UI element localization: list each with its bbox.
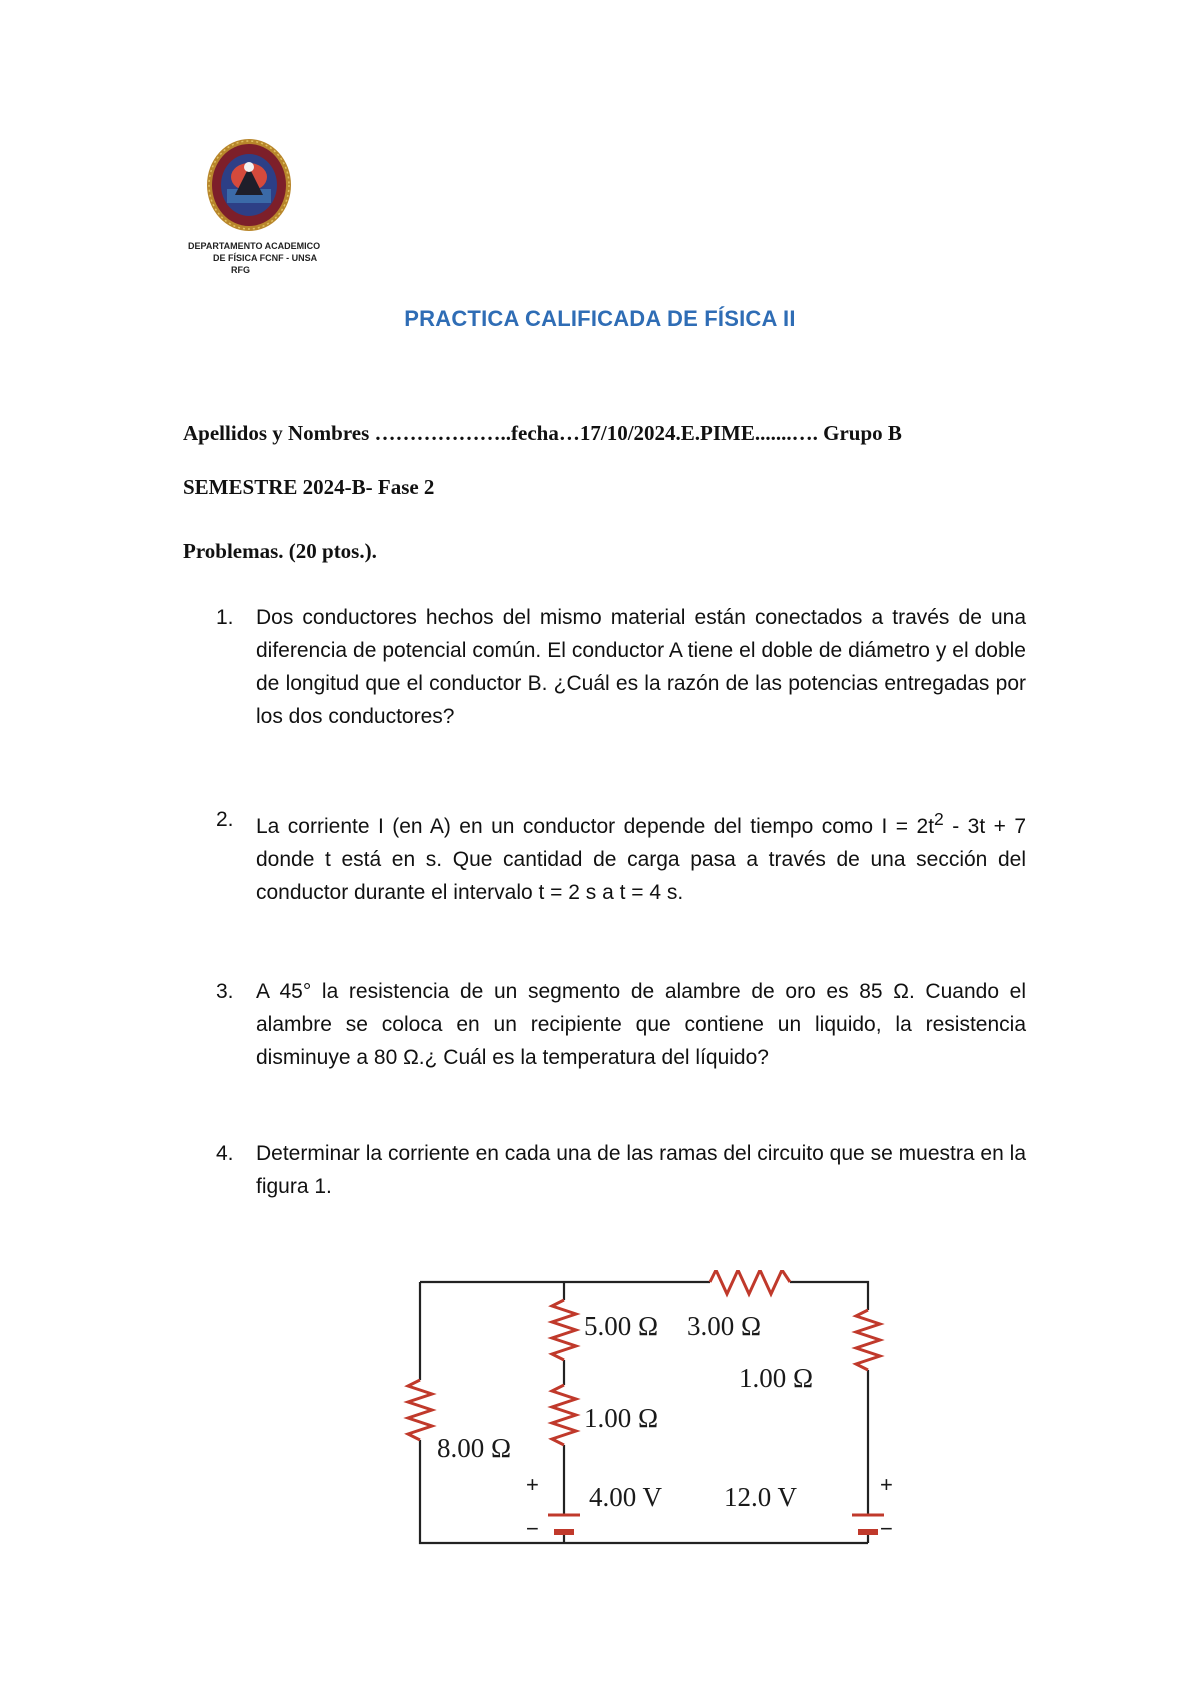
problem-text-part: La corriente I (en A) en un conductor depende del tiempo como I = 2t — [256, 815, 935, 838]
resistor-8-ohm — [408, 1380, 432, 1440]
resistor-3-ohm — [710, 1270, 790, 1294]
student-info-line: Apellidos y Nombres ………………..fecha…17/10/2024.E.PIME.......…. Grupo B — [183, 421, 902, 445]
label-12-volt: 12.0 V — [724, 1482, 798, 1512]
university-seal-logo — [205, 137, 293, 233]
semester-line: SEMESTRE 2024-B- Fase 2 — [183, 475, 435, 499]
label-4-volt: 4.00 V — [589, 1482, 663, 1512]
resistor-1-ohm-middle — [552, 1385, 576, 1445]
problem-text-part: - 3t + 7 donde t está en s. Que cantidad de carga pasa a través de una sección del conductor durante el intervalo t = 2 s a t = 4 s. — [256, 815, 1026, 904]
label-5-ohm: 5.00 Ω — [584, 1311, 659, 1341]
resistor-5-ohm — [552, 1300, 576, 1360]
label-3-ohm: 3.00 Ω — [687, 1311, 762, 1341]
resistor-1-ohm-right — [856, 1310, 880, 1370]
problem-text: Dos conductores hechos del mismo material están conectados a través de una diferencia de potencial común. El conductor A tiene el doble de diámetro y el doble de longitud que el conductor B. ¿Cuál es la razón de las potencias entregadas por los dos conductores? — [256, 606, 1026, 728]
department-line-3: RFG — [231, 265, 250, 275]
problem-number: 2. — [216, 808, 234, 831]
problem-text: A 45° la resistencia de un segmento de alambre de oro es 85 Ω. Cuando el alambre se coloca en un recipiente que contiene un liquido, la resistencia disminuye a 80 Ω.¿ Cuál es la temperatura del líquido? — [256, 980, 1026, 1069]
problem-text — [256, 803, 1026, 909]
department-caption — [188, 240, 358, 276]
battery-4v-plus-sign: + — [526, 1472, 539, 1497]
problem-text: Determinar la corriente en cada una de las ramas del circuito que se muestra en la figura 1. — [256, 1142, 1026, 1198]
wire — [790, 1282, 868, 1310]
exam-title: PRACTICA CALIFICADA DE FÍSICA II — [404, 306, 796, 331]
label-1-ohm-right: 1.00 Ω — [739, 1363, 814, 1393]
department-line-2: DE FÍSICA FCNF - UNSA — [213, 253, 318, 263]
problem-number: 3. — [216, 980, 234, 1003]
circuit-diagram — [384, 1270, 908, 1560]
problem-number: 1. — [216, 606, 234, 629]
label-8-ohm: 8.00 Ω — [437, 1433, 512, 1463]
label-1-ohm-middle: 1.00 Ω — [584, 1403, 659, 1433]
battery-12v-plus-sign: + — [880, 1472, 893, 1497]
battery-12v-minus-sign: − — [880, 1516, 893, 1541]
problems-heading: Problemas. (20 ptos.). — [183, 539, 377, 563]
problem-number: 4. — [216, 1142, 234, 1165]
exponent: 2 — [934, 809, 944, 829]
department-line-1: DEPARTAMENTO ACADEMICO — [188, 241, 321, 251]
battery-4v-minus-sign: − — [526, 1516, 539, 1541]
